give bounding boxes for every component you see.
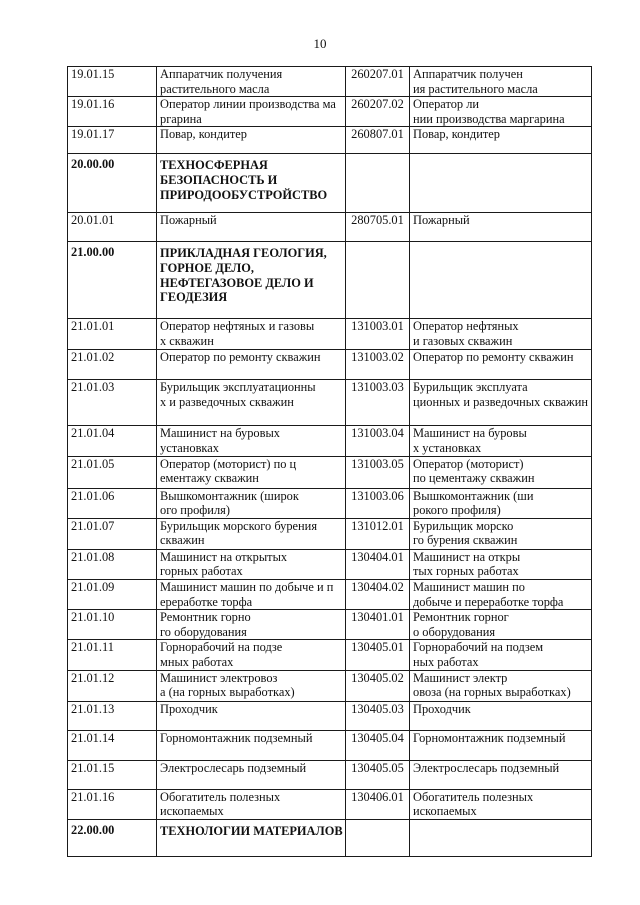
table-row <box>68 213 592 242</box>
name-cell: Повар, кондитер <box>157 127 346 154</box>
name-cell: Пожарный <box>157 213 346 242</box>
equivalent-name-cell: Электрослесарь подземный <box>410 760 592 789</box>
name-cell: Оператор нефтяных и газовы х скважин <box>157 319 346 350</box>
code-num-cell: 130405.05 <box>346 760 410 789</box>
table-row <box>68 579 592 609</box>
table-row <box>68 319 592 350</box>
equivalent-name-cell: Бурильщик эксплуата ционных и разведочных скважин <box>410 380 592 426</box>
table-row <box>68 488 592 518</box>
code-num-cell: 130405.02 <box>346 670 410 701</box>
equivalent-name-cell: Машинист на откры тых горных работах <box>410 549 592 579</box>
code-cell: 19.01.17 <box>68 127 157 154</box>
name-cell: ПРИКЛАДНАЯ ГЕОЛОГИЯ, ГОРНОЕ ДЕЛО, НЕФТЕГАЗОВОЕ ДЕЛО И ГЕОДЕЗИЯ <box>157 242 346 319</box>
code-cell: 21.01.15 <box>68 760 157 789</box>
code-cell: 21.01.02 <box>68 350 157 380</box>
code-cell: 21.01.07 <box>68 518 157 549</box>
code-cell: 20.01.01 <box>68 213 157 242</box>
equivalent-name-cell: Оператор нефтяных и газовых скважин <box>410 319 592 350</box>
equivalent-name-cell: Оператор (моторист) по цементажу скважин <box>410 456 592 488</box>
name-cell: Электрослесарь подземный <box>157 760 346 789</box>
name-cell: Бурильщик эксплуатационны х и разведочных скважин <box>157 380 346 426</box>
name-cell: Машинист электровоз а (на горных выработках) <box>157 670 346 701</box>
table-row <box>68 640 592 670</box>
code-num-cell: 131003.01 <box>346 319 410 350</box>
equivalent-name-cell <box>410 819 592 856</box>
code-num-cell: 130405.03 <box>346 701 410 730</box>
code-num-cell: 130401.01 <box>346 610 410 640</box>
table-row <box>68 426 592 456</box>
name-cell: Оператор (моторист) по ц ементажу скважин <box>157 456 346 488</box>
code-cell: 21.01.06 <box>68 488 157 518</box>
code-cell: 21.01.03 <box>68 380 157 426</box>
table-row <box>68 760 592 789</box>
code-cell: 21.01.11 <box>68 640 157 670</box>
code-num-cell: 260807.01 <box>346 127 410 154</box>
code-cell: 21.00.00 <box>68 242 157 319</box>
equivalent-name-cell: Машинист электр овоза (на горных выработках) <box>410 670 592 701</box>
table-row <box>68 350 592 380</box>
name-cell: Машинист машин по добыче и п ереработке торфа <box>157 579 346 609</box>
table-row <box>68 97 592 127</box>
code-cell: 20.00.00 <box>68 154 157 213</box>
name-cell: Горнорабочий на подзе мных работах <box>157 640 346 670</box>
name-cell: Аппаратчик получения растительного масла <box>157 67 346 97</box>
code-num-cell: 131003.05 <box>346 456 410 488</box>
table-row <box>68 456 592 488</box>
code-num-cell: 260207.02 <box>346 97 410 127</box>
equivalent-name-cell <box>410 154 592 213</box>
code-num-cell: 260207.01 <box>346 67 410 97</box>
table-row <box>68 789 592 819</box>
table-row <box>68 730 592 760</box>
page-number: 10 <box>313 36 327 51</box>
code-num-cell: 131003.03 <box>346 380 410 426</box>
code-cell: 21.01.04 <box>68 426 157 456</box>
code-cell: 21.01.16 <box>68 789 157 819</box>
name-cell: Бурильщик морского бурения скважин <box>157 518 346 549</box>
code-cell: 22.00.00 <box>68 819 157 856</box>
equivalent-name-cell: Горнорабочий на подзем ных работах <box>410 640 592 670</box>
code-cell: 21.01.09 <box>68 579 157 609</box>
code-num-cell: 131012.01 <box>346 518 410 549</box>
name-cell: Вышкомонтажник (широк ого профиля) <box>157 488 346 518</box>
code-num-cell: 130404.01 <box>346 549 410 579</box>
name-cell: Оператор по ремонту скважин <box>157 350 346 380</box>
equivalent-name-cell: Горномонтажник подземный <box>410 730 592 760</box>
table-row <box>68 127 592 154</box>
name-cell: Проходчик <box>157 701 346 730</box>
table-row <box>68 380 592 426</box>
equivalent-name-cell: Пожарный <box>410 213 592 242</box>
equivalent-name-cell: Машинист машин по добыче и переработке торфа <box>410 579 592 609</box>
equivalent-name-cell: Проходчик <box>410 701 592 730</box>
name-cell: Оператор линии производства ма ргарина <box>157 97 346 127</box>
code-num-cell: 130405.01 <box>346 640 410 670</box>
equivalent-name-cell: Обогатитель полезных ископаемых <box>410 789 592 819</box>
code-num-cell <box>346 819 410 856</box>
name-cell: ТЕХНОСФЕРНАЯ БЕЗОПАСНОСТЬ И ПРИРОДООБУСТРОЙСТВО <box>157 154 346 213</box>
code-num-cell <box>346 154 410 213</box>
professions-table <box>67 66 592 857</box>
name-cell: Горномонтажник подземный <box>157 730 346 760</box>
equivalent-name-cell: Оператор по ремонту скважин <box>410 350 592 380</box>
code-num-cell: 131003.02 <box>346 350 410 380</box>
equivalent-name-cell: Оператор ли нии производства маргарина <box>410 97 592 127</box>
code-cell: 21.01.13 <box>68 701 157 730</box>
table-body <box>68 67 592 857</box>
code-cell: 19.01.15 <box>68 67 157 97</box>
equivalent-name-cell: Вышкомонтажник (ши рокого профиля) <box>410 488 592 518</box>
table-row <box>68 518 592 549</box>
name-cell: Ремонтник горно го оборудования <box>157 610 346 640</box>
equivalent-name-cell: Бурильщик морско го бурения скважин <box>410 518 592 549</box>
table-row <box>68 610 592 640</box>
equivalent-name-cell: Ремонтник горног о оборудования <box>410 610 592 640</box>
equivalent-name-cell <box>410 242 592 319</box>
section-row <box>68 242 592 319</box>
table-row <box>68 549 592 579</box>
equivalent-name-cell: Аппаратчик получен ия растительного масла <box>410 67 592 97</box>
code-num-cell: 130405.04 <box>346 730 410 760</box>
table-row <box>68 670 592 701</box>
name-cell: ТЕХНОЛОГИИ МАТЕРИАЛОВ <box>157 819 346 856</box>
code-cell: 21.01.05 <box>68 456 157 488</box>
code-num-cell: 130404.02 <box>346 579 410 609</box>
section-row <box>68 154 592 213</box>
section-row <box>68 819 592 856</box>
code-cell: 21.01.08 <box>68 549 157 579</box>
equivalent-name-cell: Повар, кондитер <box>410 127 592 154</box>
name-cell: Машинист на буровых установках <box>157 426 346 456</box>
code-cell: 21.01.12 <box>68 670 157 701</box>
code-num-cell: 130406.01 <box>346 789 410 819</box>
equivalent-name-cell: Машинист на буровы х установках <box>410 426 592 456</box>
code-num-cell: 131003.06 <box>346 488 410 518</box>
code-cell: 21.01.01 <box>68 319 157 350</box>
code-cell: 21.01.14 <box>68 730 157 760</box>
table-row <box>68 67 592 97</box>
code-num-cell: 280705.01 <box>346 213 410 242</box>
code-cell: 19.01.16 <box>68 97 157 127</box>
table-row <box>68 701 592 730</box>
name-cell: Обогатитель полезных ископаемых <box>157 789 346 819</box>
code-cell: 21.01.10 <box>68 610 157 640</box>
code-num-cell <box>346 242 410 319</box>
code-num-cell: 131003.04 <box>346 426 410 456</box>
name-cell: Машинист на открытых горных работах <box>157 549 346 579</box>
